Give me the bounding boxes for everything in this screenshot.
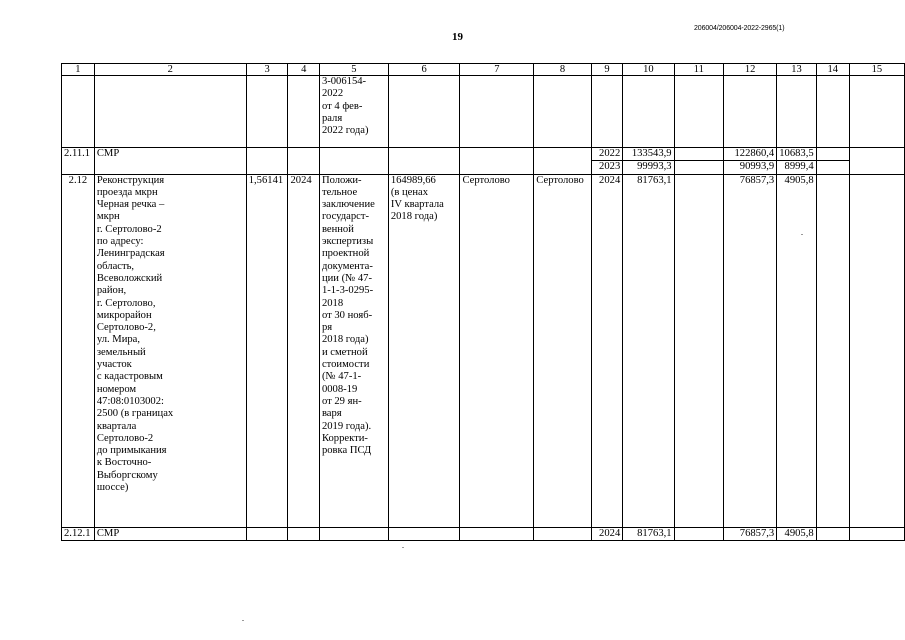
- col-header: 9: [591, 64, 622, 76]
- col-header: 14: [816, 64, 849, 76]
- col12-cell: 76857,3: [724, 527, 777, 540]
- col13-cell: 4905,8: [777, 174, 816, 527]
- col12-cell: 90993,9: [724, 161, 777, 174]
- col13-cell: 8999,4: [777, 161, 816, 174]
- col13-cell: 10683,5: [777, 148, 816, 161]
- table-row-continuation: [62, 76, 905, 148]
- col-header: 5: [319, 64, 388, 76]
- col-header: 1: [62, 64, 95, 76]
- row-name-cell: Реконструкция проезда мкрн Черная речка – мкрн г. Сертолово-2 по адресу: Ленинградская область, Всеволожский район, г. Сертолово, микрорайон Сертолово-2, ул. Мира, земельный участок с кадастровым номером 47:08:0103002: 2500 (в границах квартала Сертолово-2 до примыкания к Восточно- Выборгскому шоссе): [94, 174, 246, 527]
- header-row: [62, 64, 905, 76]
- col-header: 7: [460, 64, 534, 76]
- col12-cell: 76857,3: [724, 174, 777, 527]
- col-header: 3: [246, 64, 288, 76]
- locality-cell: Сертолово: [534, 174, 591, 527]
- page-number: 19: [452, 31, 463, 43]
- col-header: 8: [534, 64, 591, 76]
- year-cell: 2022: [591, 148, 622, 161]
- year-cell: 2024: [591, 527, 622, 540]
- table-row-2-11-1: [62, 148, 905, 161]
- year-cell: 2023: [591, 161, 622, 174]
- col-header: 10: [623, 64, 674, 76]
- total-cell: 133543,9: [623, 148, 674, 161]
- table-row-2-11-1-b: [62, 161, 905, 174]
- scan-speck: [402, 547, 404, 548]
- year-cell: 2024: [591, 174, 622, 527]
- total-cell: 81763,1: [623, 174, 674, 527]
- col-header: 11: [674, 64, 724, 76]
- row-name: СМР: [94, 148, 246, 161]
- budget-table: [61, 63, 905, 541]
- row-name: СМР: [94, 527, 246, 540]
- col-header: 2: [94, 64, 246, 76]
- municipality-cell: Сертолово: [460, 174, 534, 527]
- approval-document-cell: Положи- тельное заключение государст- венной экспертизы проектной документа- ции (№ 47- 1-1-3-0295- 2018 от 30 нояб- ря 2018 года) и сметной стоимости (№ 47-1- 0008-19 от 29 ян- варя 2019 года). Корректи- ровка ПСД: [319, 174, 388, 527]
- year-cell: 2024: [288, 174, 319, 527]
- document-id: 206004/206004-2022-2965(1): [694, 25, 785, 32]
- total-cell: 99993,3: [623, 161, 674, 174]
- approval-document-cell: 3-006154- 2022 от 4 фев- раля 2022 года): [319, 76, 388, 148]
- col12-cell: 122860,4: [724, 148, 777, 161]
- row-number: 2.12: [62, 174, 95, 527]
- estimated-cost-cell: 164989,66 (в ценах IV квартала 2018 года): [388, 174, 460, 527]
- col-header: 6: [388, 64, 460, 76]
- col-header: 12: [724, 64, 777, 76]
- table-row-2-12-1: [62, 527, 905, 540]
- col-header: 15: [849, 64, 904, 76]
- col-header: 4: [288, 64, 319, 76]
- row-number: 2.11.1: [62, 148, 95, 161]
- total-cell: 81763,1: [623, 527, 674, 540]
- scan-speck: [801, 234, 803, 235]
- col13-cell: 4905,8: [777, 527, 816, 540]
- row-number: 2.12.1: [62, 527, 95, 540]
- table-row-2-12: [62, 174, 905, 527]
- col-header: 13: [777, 64, 816, 76]
- scan-speck: [242, 620, 244, 621]
- length-cell: 1,56141: [246, 174, 288, 527]
